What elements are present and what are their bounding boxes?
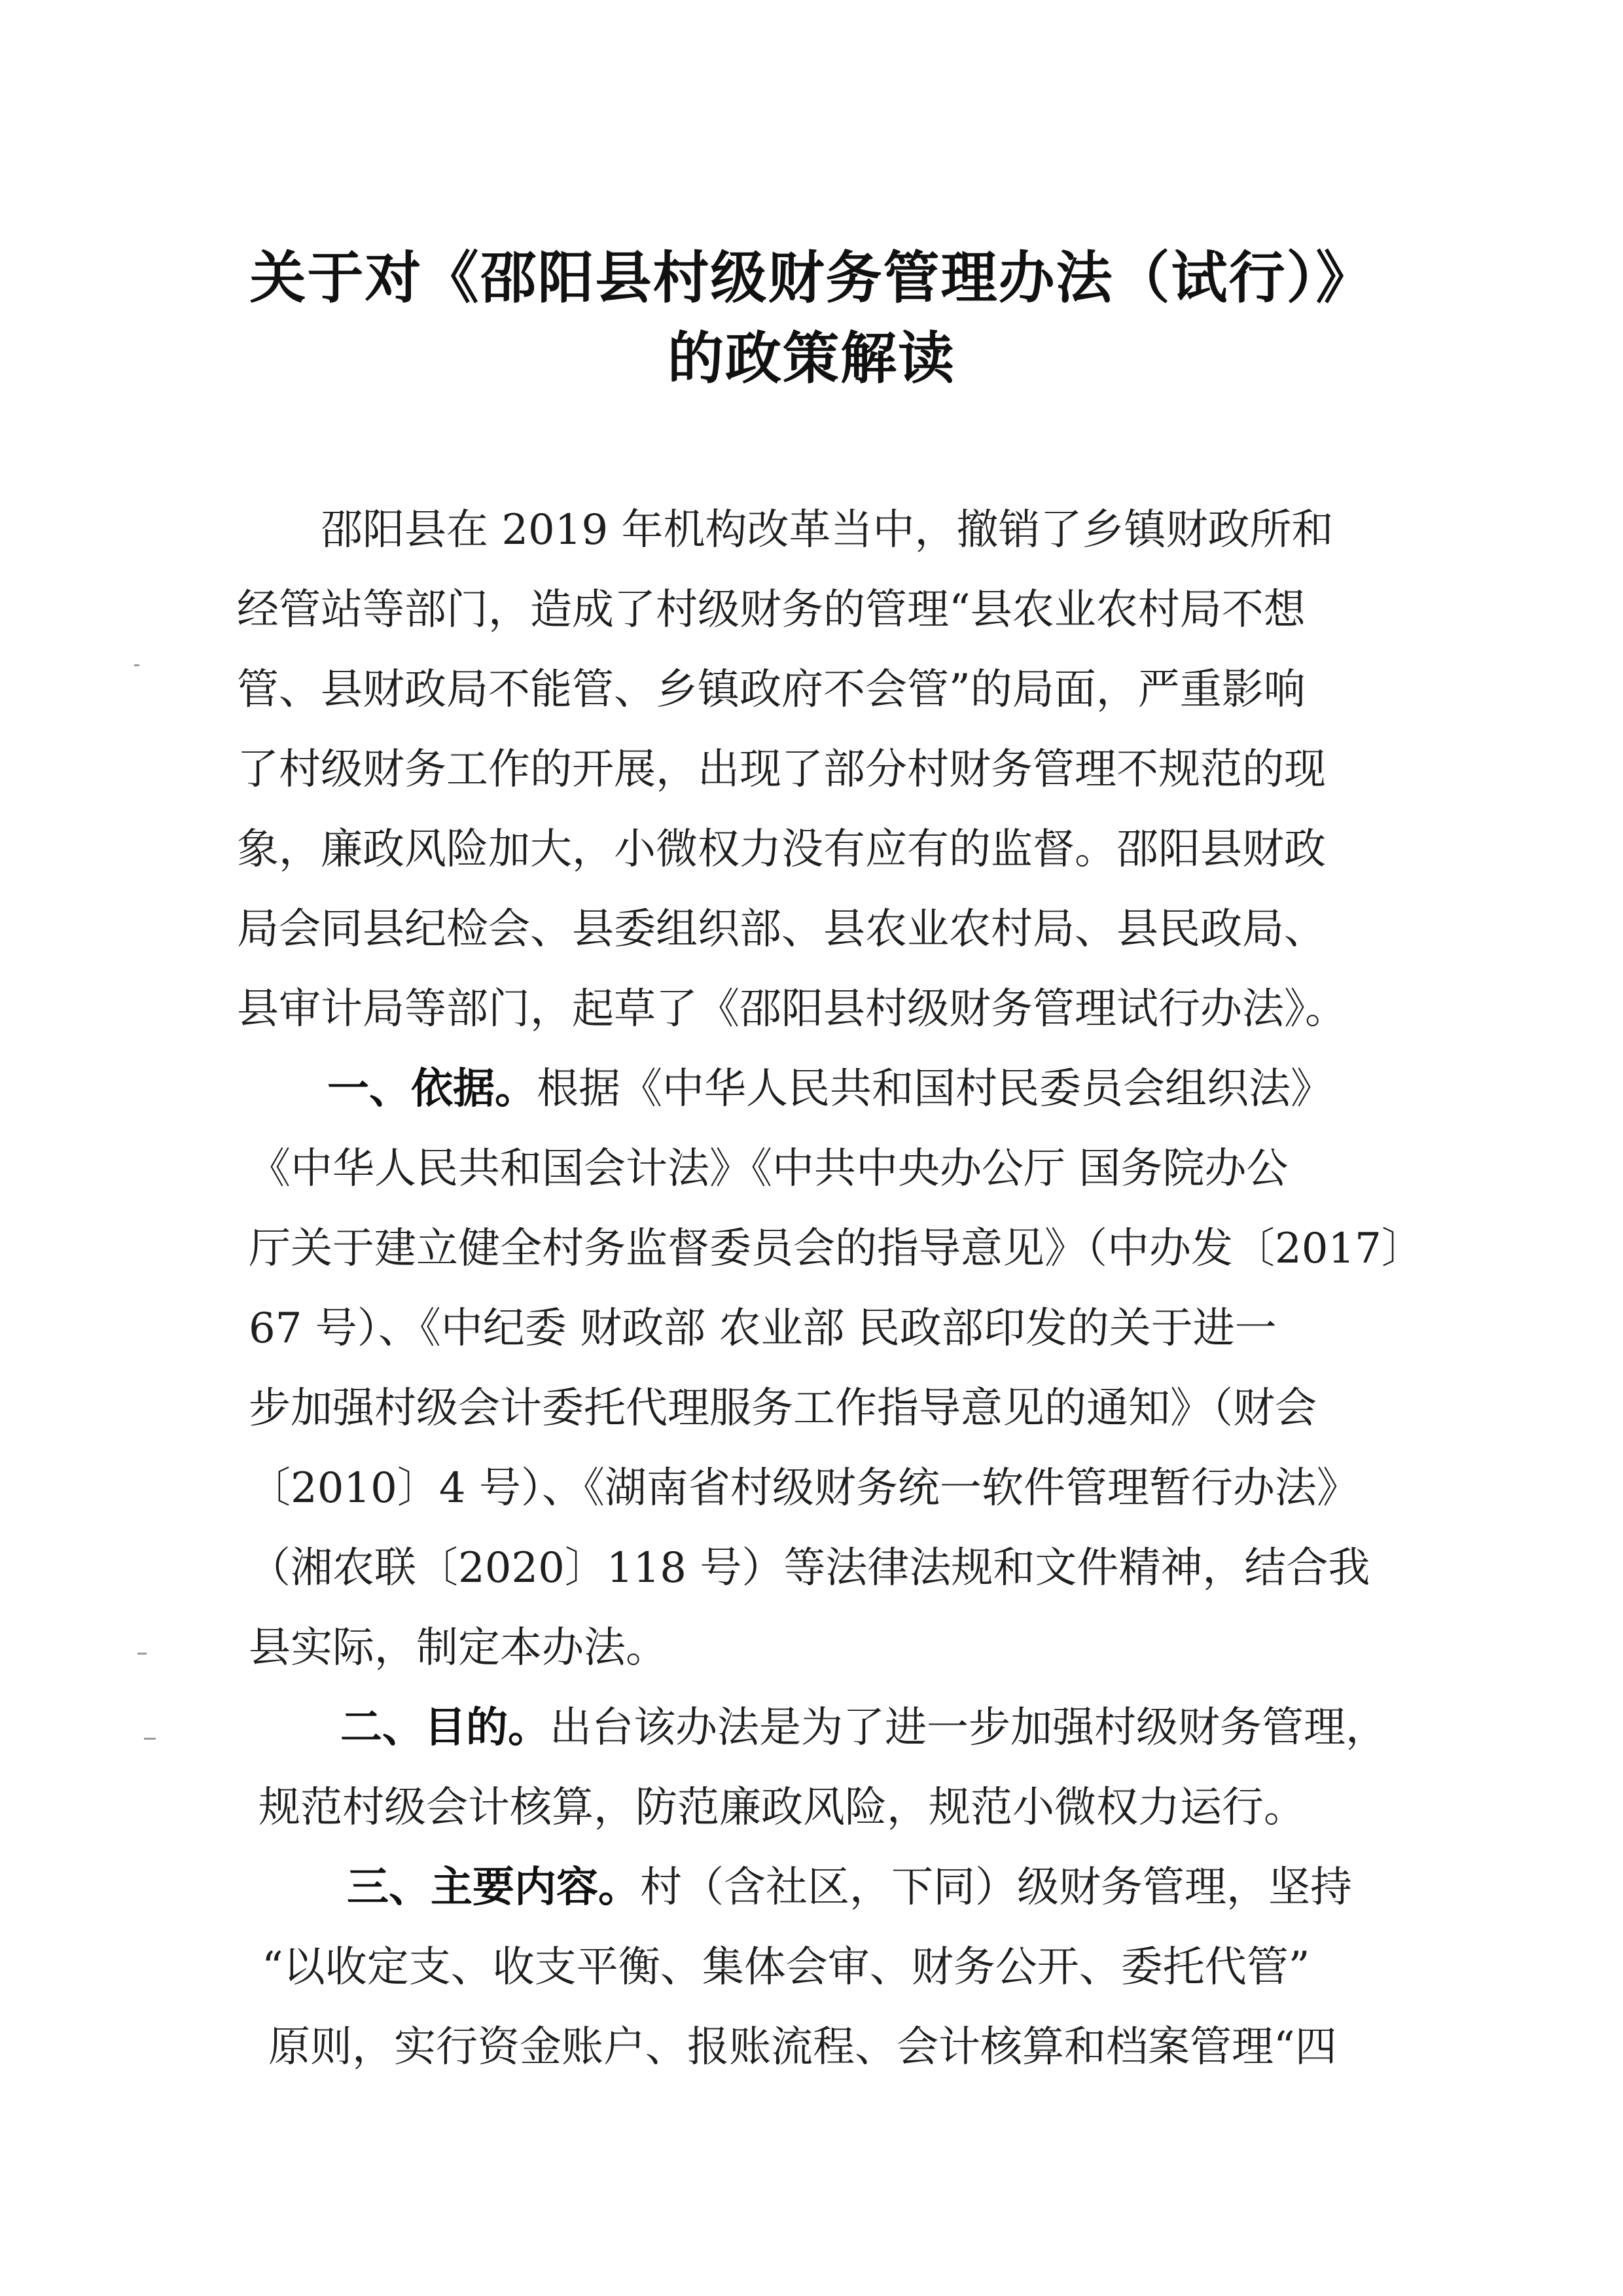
section-basis-line: 步加强村级会计委托代理服务工作指导意见的通知》（财会 <box>249 1384 1317 1433</box>
intro-line: 管、县财政局不能管、乡镇政府不会管”的局面，严重影响 <box>237 666 1306 714</box>
intro-line: 象，廉政风险加大，小微权力没有应有的监督。邵阳县财政 <box>237 825 1326 874</box>
section-purpose-heading: 二、目的。 <box>340 1704 550 1752</box>
section-purpose-line: 规范村级会计核算，防范廉政风险，规范小微权力运行。 <box>259 1784 1306 1832</box>
section-basis-line: 县实际，制定本办法。 <box>249 1624 668 1672</box>
section-basis-first-line <box>327 1055 1332 1115</box>
section-basis-line: 〔2010〕4 号）、《湖南省村级财务统一软件管理暂行办法》 <box>249 1464 1359 1513</box>
section-basis-heading: 一、依据。 <box>327 1065 537 1113</box>
intro-line: 了村级财务工作的开展，出现了部分村财务管理不规范的现 <box>237 745 1326 794</box>
scan-artifact <box>144 1738 156 1740</box>
intro-line: 县审计局等部门，起草了《邵阳县村级财务管理试行办法》。 <box>237 985 1347 1033</box>
document-title-line-2: 的政策解读 <box>668 325 955 391</box>
section-basis-text: 根据《中华人民共和国村民委员会组织法》 <box>537 1065 1332 1113</box>
section-main-content-text: 村（含社区，下同）级财务管理，坚持 <box>640 1863 1352 1912</box>
section-basis-line: 67 号）、《中纪委 财政部 农业部 民政部印发的关于进一 <box>249 1304 1277 1353</box>
section-purpose-text: 出台该办法是为了进一步加强村级财务管理， <box>550 1704 1387 1752</box>
section-basis-line: 厅关于建立健全村务监督委员会的指导意见》（中办发〔2017〕 <box>249 1225 1423 1273</box>
scan-artifact <box>134 664 139 666</box>
section-main-content-heading: 三、主要内容。 <box>347 1863 640 1912</box>
section-basis-line: 《中华人民共和国会计法》《中共中央办公厅 国务院办公 <box>249 1145 1289 1193</box>
intro-line: 经管站等部门，造成了村级财务的管理“县农业农村局不想 <box>237 586 1306 634</box>
section-main-content-first-line <box>347 1854 1352 1914</box>
intro-line: 邵阳县在 2019 年机构改革当中，撤销了乡镇财政所和 <box>321 506 1334 554</box>
document-title-line-1: 关于对《邵阳县村级财务管理办法（试行）》 <box>249 245 1374 311</box>
section-purpose-first-line <box>340 1694 1387 1754</box>
section-basis-line: （湘农联〔2020〕118 号）等法律法规和文件精神，结合我 <box>249 1544 1370 1592</box>
scan-artifact <box>137 1653 147 1655</box>
section-main-content-line: “以收定支、收支平衡、集体会审、财务公开、委托代管” <box>262 1943 1310 1992</box>
section-main-content-line: 原则，实行资金账户、报账流程、会计核算和档案管理“四 <box>268 2023 1337 2072</box>
intro-line: 局会同县纪检会、县委组织部、县农业农村局、县民政局、 <box>237 905 1326 954</box>
